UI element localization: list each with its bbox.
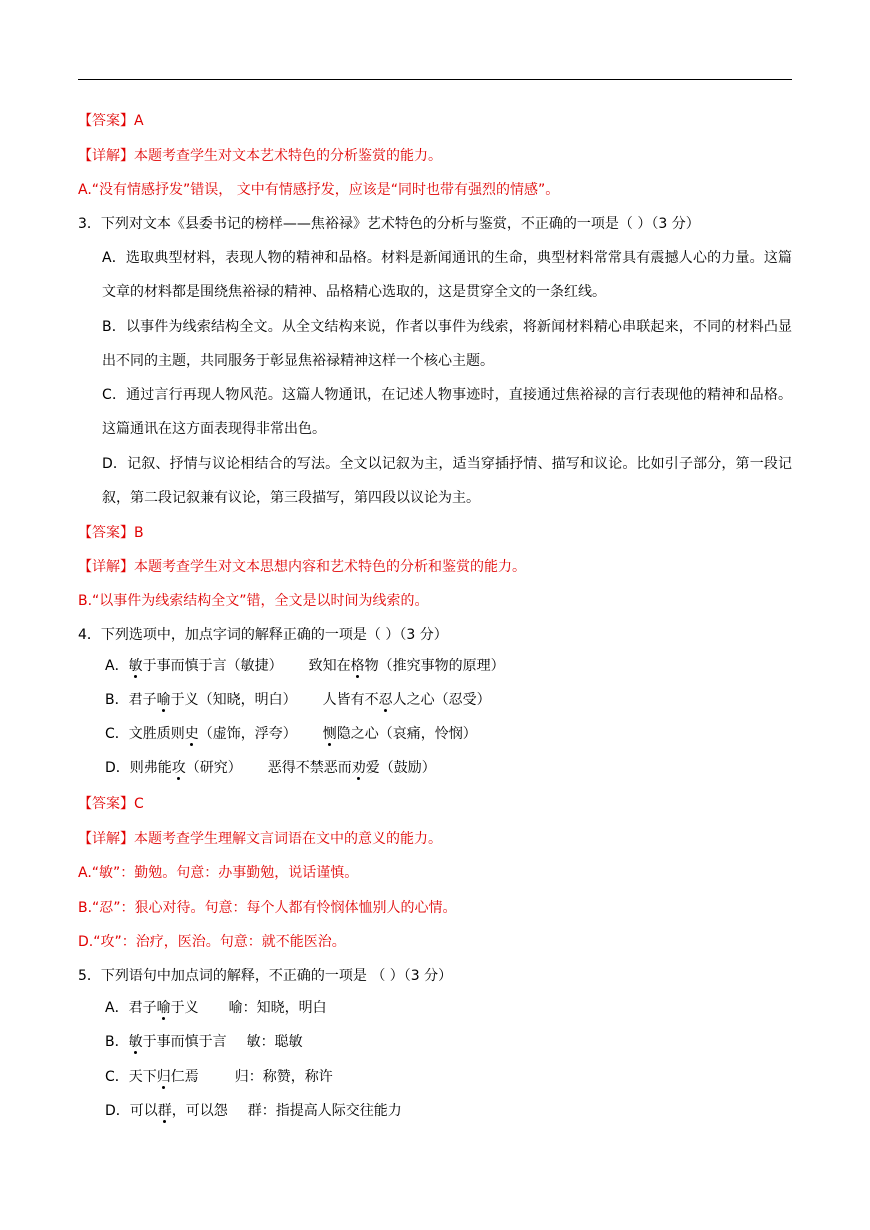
q5-option-a: A．君子喻于义 喻：知晓，明白 — [105, 1000, 327, 1016]
dotted-char: 攻 — [171, 760, 186, 776]
q4-option-b: B．君子喻于义（知晓，明白） 人皆有不忍人之心（忍受） — [105, 692, 491, 708]
q4-option-c: C．文胜质则史（虚饰，浮夸） 恻隐之心（哀痛，怜悯） — [105, 726, 477, 742]
q4-note-a: A.“敏”：勤勉。句意：办事勤勉，说话谨慎。 — [78, 865, 359, 881]
q3-note: B.“以事件为线索结构全文”错，全文是以时间为线索的。 — [78, 593, 429, 609]
q3-stem: 3．下列对文本《县委书记的榜样——焦裕禄》艺术特色的分析与鉴赏，不正确的一项是（ ）（3 分） — [78, 216, 700, 232]
q4-stem: 4．下列选项中，加点字词的解释正确的一项是（ ）（3 分） — [78, 627, 448, 643]
q4-note-b: B.“忍”：狠心对待。句意：每个人都有怜悯体恤别人的心情。 — [78, 900, 457, 916]
option-letter: C． — [105, 726, 129, 742]
q4-detail: 【详解】本题考查学生理解文言词语在文中的意义的能力。 — [78, 831, 442, 847]
option-letter: D． — [105, 760, 130, 776]
gloss: 群：指提高人际交往能力 — [247, 1103, 402, 1119]
q4-option-a: A．敏于事而慎于言（敏捷） 致知在格物（推究事物的原理） — [105, 658, 505, 674]
gloss: 喻：知晓，明白 — [228, 1000, 327, 1016]
q3-answer: 【答案】B — [78, 525, 144, 541]
dotted-char: 忍 — [378, 692, 393, 708]
q3-detail: 【详解】本题考查学生对文本思想内容和艺术特色的分析和鉴赏的能力。 — [78, 559, 526, 575]
q3-option-b: B．以事件为线索结构全文。从全文结构来说，作者以事件为线索，将新闻材料精心串联起来，不同的材料凸显出不同的主题，共同服务于彰显焦裕禄精神这样一个核心主题。 — [102, 319, 792, 369]
dotted-char: 归 — [156, 1069, 171, 1085]
dotted-char: 恻 — [322, 726, 337, 742]
q5-option-d: D．可以群，可以怨 群：指提高人际交往能力 — [105, 1103, 402, 1119]
q5-stem: 5．下列语句中加点词的解释，不正确的一项是 （ ）（3 分） — [78, 968, 453, 984]
option-letter: A． — [105, 1000, 129, 1016]
q3-option-d: D．记叙、抒情与议论相结合的写法。全文以记叙为主，适当穿插抒情、描写和议论。比如引子部分，第一段记叙，第二段记叙兼有议论，第三段描写，第四段以议论为主。 — [102, 456, 792, 506]
dotted-char: 敏 — [128, 658, 143, 674]
dotted-char: 格 — [350, 658, 365, 674]
q4-option-d: D．则弗能攻（研究） 恶得不禁恶而劝爱（鼓励） — [105, 760, 436, 776]
gloss: 归：称赞，称许 — [234, 1069, 333, 1085]
dotted-char: 群 — [157, 1103, 172, 1119]
option-letter: C． — [105, 1069, 129, 1085]
dotted-char: 喻 — [156, 1000, 171, 1016]
q3-option-a: A．选取典型材料，表现人物的精神和品格。材料是新闻通讯的生命，典型材料常常具有震撼人心的力量。这篇文章的材料都是围绕焦裕禄的精神、品格精心选取的，这是贯穿全文的一条红线。 — [102, 250, 792, 300]
option-letter: B． — [105, 692, 129, 708]
dotted-char: 劝 — [351, 760, 366, 776]
q5-option-b: B．敏于事而慎于言 敏：聪敏 — [105, 1034, 303, 1050]
q2-answer: 【答案】A — [78, 113, 144, 129]
q2-detail: 【详解】本题考查学生对文本艺术特色的分析鉴赏的能力。 — [78, 148, 442, 164]
q3-option-c: C．通过言行再现人物风范。这篇人物通讯，在记述人物事迹时，直接通过焦裕禄的言行表现他的精神和品格。这篇通讯在这方面表现得非常出色。 — [102, 387, 792, 437]
option-letter: B． — [105, 1034, 129, 1050]
option-letter: A． — [105, 658, 129, 674]
gloss: 敏：聪敏 — [246, 1034, 303, 1050]
option-letter: D． — [105, 1103, 130, 1119]
q5-option-c: C．天下归仁焉 归：称赞，称许 — [105, 1069, 333, 1085]
dotted-char: 史 — [184, 726, 199, 742]
q4-note-d: D.“攻”：治疗，医治。句意：就不能医治。 — [78, 934, 346, 950]
dotted-char: 敏 — [128, 1034, 143, 1050]
dotted-char: 喻 — [156, 692, 171, 708]
q2-note: A.“没有情感抒发”错误， 文中有情感抒发，应该是“同时也带有强烈的情感”。 — [78, 182, 560, 198]
q4-answer: 【答案】C — [78, 796, 144, 812]
header-rule — [78, 79, 792, 80]
